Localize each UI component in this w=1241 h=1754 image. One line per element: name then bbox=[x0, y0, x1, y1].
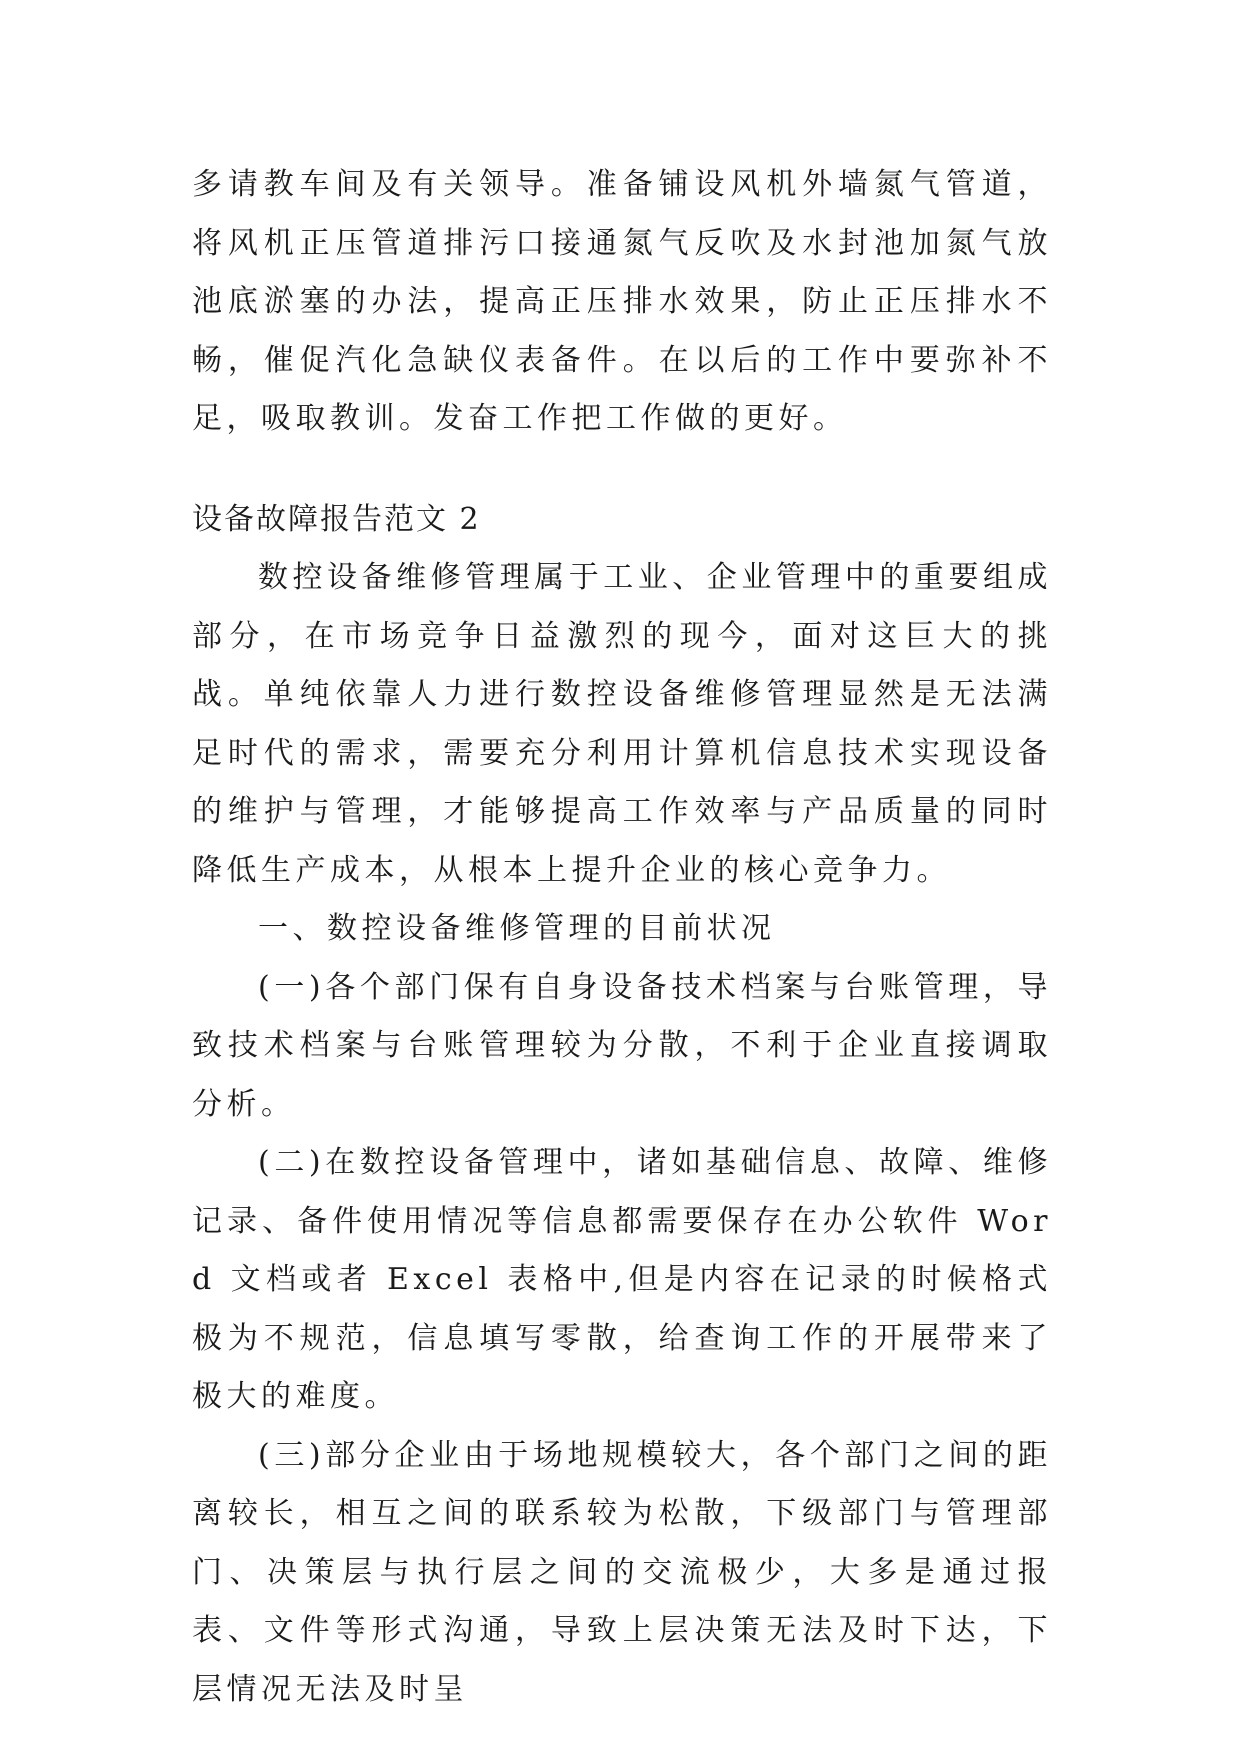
document-body bbox=[192, 156, 1052, 1719]
subsection-heading: 一、数控设备维修管理的目前状况 bbox=[258, 911, 776, 946]
body-paragraph-intro: 数控设备维修管理属于工业、企业管理中的重要组成部分，在市场竞争日益激烈的现今，面对这巨大的挑战。单纯依靠人力进行数控设备维修管理显然是无法满足时代的需求，需要充分利用计算机信息技术实现设备的维护与管理，才能够提高工作效率与产品质量的同时降低生产成本，从根本上提升企业的核心竞争力。 bbox=[192, 560, 1052, 888]
body-paragraph-item-2: (二)在数控设备管理中，诸如基础信息、故障、维修记录、备件使用情况等信息都需要保存在办公软件 Word 文档或者 Excel 表格中,但是内容在记录的时候格式极为不规范，信息填写零散，给查询工作的开展带来了极大的难度。 bbox=[192, 1145, 1052, 1414]
body-paragraph-item-1: (一)各个部门保有自身设备技术档案与台账管理，导致技术档案与台账管理较为分散，不利于企业直接调取分析。 bbox=[192, 969, 1052, 1122]
continuation-paragraph: 多请教车间及有关领导。准备铺设风机外墙氮气管道，将风机正压管道排污口接通氮气反吹及水封池加氮气放池底淤塞的办法，提高正压排水效果，防止正压排水不畅，催促汽化急缺仪表备件。在以后的工作中要弥补不足，吸取教训。发奋工作把工作做的更好。 bbox=[192, 167, 1052, 436]
section-title: 设备故障报告范文 2 bbox=[192, 501, 481, 537]
body-paragraph-item-3: (三)部分企业由于场地规模较大，各个部门之间的距离较长，相互之间的联系较为松散，下级部门与管理部门、决策层与执行层之间的交流极少，大多是通过报表、文件等形式沟通，导致上层决策无法及时下达，下层情况无法及时呈 bbox=[192, 1437, 1052, 1707]
